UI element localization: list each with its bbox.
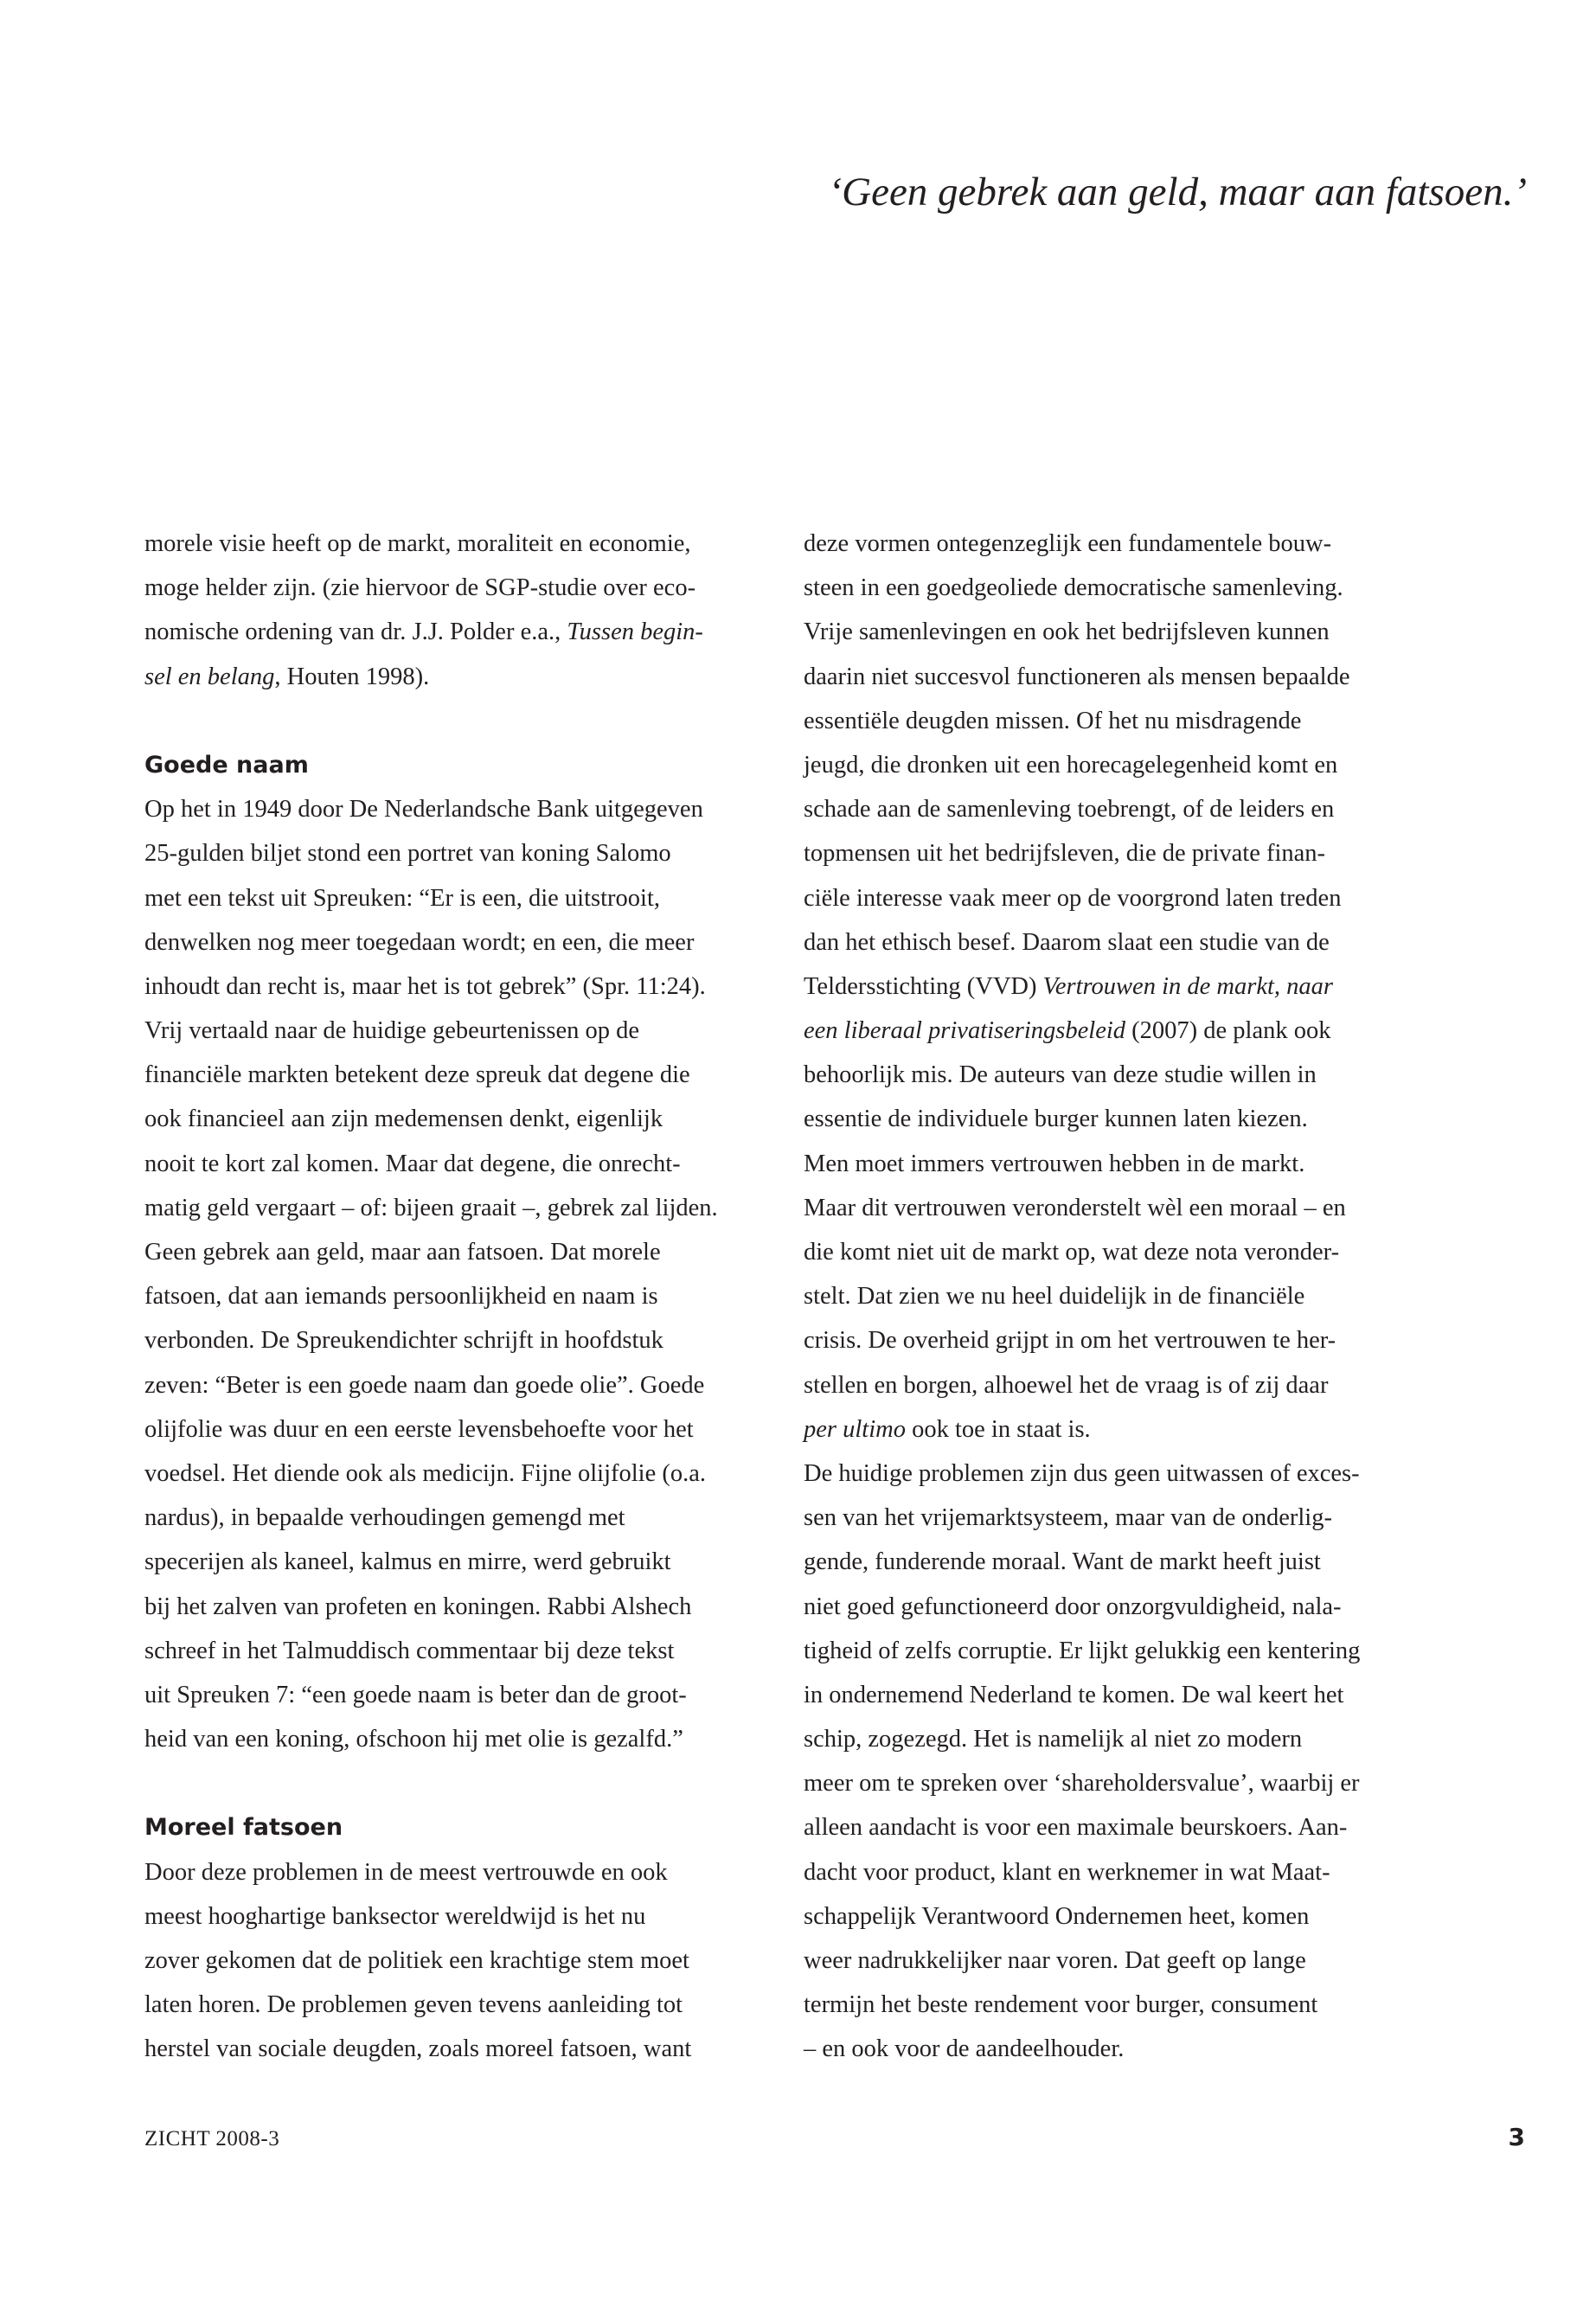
footer-publication: ZICHT 2008-3 <box>144 2127 280 2150</box>
text-segment: sen van het vrijemarktsysteem, maar van de onderlig- <box>804 1504 1332 1532</box>
section-heading: Moreel fatsoen <box>144 1814 343 1842</box>
text-line <box>144 2027 785 2071</box>
text-line <box>144 1009 785 1053</box>
text-segment: niet goed gefunctioneerd door onzorgvuldigheid, nala- <box>804 1593 1342 1620</box>
text-segment: schade aan de samenleving toebrengt, of de leiders en <box>804 796 1335 824</box>
text-segment: Maar dit vertrouwen veronderstelt wèl een moraal – en <box>804 1194 1346 1221</box>
text-line <box>804 655 1444 699</box>
text-line <box>804 1097 1444 1141</box>
text-line <box>804 1983 1444 2027</box>
text-line <box>804 1009 1444 1053</box>
pull-quote: ‘Geen gebrek aan geld, maar aan fatsoen.’ <box>828 170 1527 215</box>
text-line <box>804 1318 1444 1362</box>
text-line <box>144 1097 785 1141</box>
text-line <box>144 1983 785 2027</box>
text-segment: uit Spreuken 7: “een goede naam is beter dan de groot- <box>144 1681 687 1708</box>
text-line <box>804 965 1444 1009</box>
text-line <box>144 655 785 699</box>
text-line <box>144 1318 785 1362</box>
text-segment: Teldersstichting (VVD) <box>804 972 1043 1000</box>
text-line <box>804 2027 1444 2071</box>
text-segment: verbonden. De Spreukendichter schrijft in hoofdstuk <box>144 1327 663 1355</box>
italic-text: een liberaal privatiseringsbeleid <box>804 1017 1126 1045</box>
text-line <box>804 1230 1444 1274</box>
section-heading: Goede naam <box>144 751 309 779</box>
text-line <box>804 831 1444 875</box>
text-segment: De huidige problemen zijn dus geen uitwassen of exces- <box>804 1459 1360 1487</box>
paragraph-gap <box>144 699 785 743</box>
text-segment: jeugd, die dronken uit een horecagelegenheid komt en <box>804 751 1338 779</box>
text-segment: deze vormen ontegenzeglijk een fundamentele bouw- <box>804 530 1332 557</box>
text-line <box>144 920 785 965</box>
text-segment: behoorlijk mis. De auteurs van deze studie willen in <box>804 1061 1317 1089</box>
text-line <box>144 1894 785 1939</box>
text-segment: Door deze problemen in de meest vertrouwde en ook <box>144 1858 668 1886</box>
text-segment: olijfolie was duur en een eerste levensbehoefte voor het <box>144 1415 694 1443</box>
text-line <box>144 1407 785 1452</box>
left-text-column <box>144 522 785 2072</box>
text-segment: ciële interesse vaak meer op de voorgrond laten treden <box>804 884 1342 912</box>
text-segment: zeven: “Beter is een goede naam dan goede olie”. Goede <box>144 1371 705 1399</box>
text-segment: dan het ethisch besef. Daarom slaat een studie van de <box>804 928 1330 956</box>
text-segment: nardus), in bepaalde verhoudingen gemengd met <box>144 1504 625 1532</box>
text-line <box>804 522 1444 566</box>
text-segment: nooit te kort zal komen. Maar dat degene, die onrecht- <box>144 1150 681 1177</box>
text-line <box>144 1850 785 1894</box>
page-number: 3 <box>1508 2123 1525 2151</box>
text-segment: moge helder zijn. (zie hiervoor de SGP-studie over eco- <box>144 574 696 602</box>
text-segment: crisis. De overheid grijpt in om het vertrouwen te her- <box>804 1327 1336 1355</box>
text-line <box>144 1629 785 1673</box>
text-segment: alleen aandacht is voor een maximale beurskoers. Aan- <box>804 1814 1348 1842</box>
text-segment: Men moet immers vertrouwen hebben in de markt. <box>804 1150 1305 1177</box>
text-line <box>804 876 1444 920</box>
text-segment: dacht voor product, klant en werknemer in wat Maat- <box>804 1858 1330 1886</box>
text-segment: ook toe in staat is. <box>905 1415 1091 1443</box>
text-line <box>804 1850 1444 1894</box>
text-line <box>804 1629 1444 1673</box>
italic-text: Tussen begin- <box>567 619 703 646</box>
text-segment: morele visie heeft op de markt, moraliteit en economie, <box>144 530 691 557</box>
text-line <box>804 1452 1444 1496</box>
text-line <box>144 1496 785 1540</box>
text-segment: ook financieel aan zijn medemensen denkt, eigenlijk <box>144 1106 663 1133</box>
text-segment: in ondernemend Nederland te komen. De wal keert het <box>804 1681 1344 1708</box>
text-line <box>804 610 1444 654</box>
text-line <box>804 1142 1444 1186</box>
text-line <box>804 1939 1444 1983</box>
text-line <box>804 1805 1444 1849</box>
text-segment: daarin niet succesvol functioneren als mensen bepaalde <box>804 663 1350 690</box>
text-segment: stellen en borgen, alhoewel het de vraag is of zij daar <box>804 1371 1329 1399</box>
text-line <box>804 1274 1444 1318</box>
text-line <box>804 566 1444 610</box>
text-line <box>804 1585 1444 1629</box>
text-segment: weer nadrukkelijker naar voren. Dat geeft op lange <box>804 1947 1306 1974</box>
italic-text: per ultimo <box>804 1415 906 1443</box>
text-line <box>144 965 785 1009</box>
text-line <box>804 1053 1444 1097</box>
text-segment: heid van een koning, ofschoon hij met olie is gezalfd.” <box>144 1726 683 1753</box>
text-line <box>804 1496 1444 1540</box>
text-line <box>804 1186 1444 1230</box>
text-line <box>144 1053 785 1097</box>
text-line <box>804 1761 1444 1805</box>
text-line <box>144 831 785 875</box>
italic-text: sel en belang <box>144 663 275 690</box>
text-line <box>144 787 785 831</box>
text-segment: schreef in het Talmuddisch commentaar bij deze tekst <box>144 1637 675 1664</box>
text-line <box>144 610 785 654</box>
text-line <box>804 920 1444 965</box>
text-line <box>144 1274 785 1318</box>
text-line <box>144 522 785 566</box>
text-line <box>144 1673 785 1717</box>
text-line <box>804 1673 1444 1717</box>
text-line <box>804 1407 1444 1452</box>
text-segment: denwelken nog meer toegedaan wordt; en een, die meer <box>144 928 695 956</box>
text-line <box>804 699 1444 743</box>
text-segment: Vrij vertaald naar de huidige gebeurtenissen op de <box>144 1017 640 1045</box>
text-segment: essentie de individuele burger kunnen laten kiezen. <box>804 1106 1308 1133</box>
text-segment: Vrije samenlevingen en ook het bedrijfsleven kunnen <box>804 619 1330 646</box>
text-segment: bij het zalven van profeten en koningen. Rabbi Alshech <box>144 1593 692 1620</box>
text-segment: gende, funderende moraal. Want de markt heeft juist <box>804 1548 1321 1576</box>
text-line <box>144 1585 785 1629</box>
text-segment: laten horen. De problemen geven tevens aanleiding tot <box>144 1991 683 2019</box>
text-segment: inhoudt dan recht is, maar het is tot gebrek” (Spr. 11:24). <box>144 972 706 1000</box>
text-segment: schappelijk Verantwoord Ondernemen heet, komen <box>804 1902 1310 1930</box>
paragraph-gap <box>144 1761 785 1805</box>
text-segment: 25-gulden biljet stond een portret van koning Salomo <box>144 840 671 868</box>
italic-text: Vertrouwen in de markt, naar <box>1042 972 1333 1000</box>
text-segment: , Houten 1998). <box>274 663 430 690</box>
text-line <box>804 1717 1444 1761</box>
text-line <box>804 1540 1444 1584</box>
text-segment: termijn het beste rendement voor burger, consument <box>804 1991 1318 2019</box>
text-segment: schip, zogezegd. Het is namelijk al niet zo modern <box>804 1726 1303 1753</box>
text-segment: financiële markten betekent deze spreuk dat degene die <box>144 1061 690 1089</box>
text-line <box>144 1186 785 1230</box>
text-segment: zover gekomen dat de politiek een krachtige stem moet <box>144 1947 689 1974</box>
text-segment: voedsel. Het diende ook als medicijn. Fijne olijfolie (o.a. <box>144 1459 707 1487</box>
text-segment: nomische ordening van dr. J.J. Polder e.a., <box>144 619 567 646</box>
text-line <box>804 787 1444 831</box>
text-line <box>144 1142 785 1186</box>
text-segment: fatsoen, dat aan iemands persoonlijkheid en naam is <box>144 1283 658 1311</box>
text-segment: meest hooghartige banksector wereldwijd is het nu <box>144 1902 646 1930</box>
text-line <box>144 1717 785 1761</box>
text-line <box>804 1363 1444 1407</box>
text-segment: Geen gebrek aan geld, maar aan fatsoen. Dat morele <box>144 1239 661 1266</box>
right-text-column <box>804 522 1444 2072</box>
text-segment: meer om te spreken over ‘shareholdersvalue’, waarbij er <box>804 1770 1360 1798</box>
text-line <box>144 1939 785 1983</box>
text-segment: essentiële deugden missen. Of het nu misdragende <box>804 707 1302 734</box>
text-line <box>804 1894 1444 1939</box>
text-line <box>804 743 1444 787</box>
text-segment: tigheid of zelfs corruptie. Er lijkt gelukkig een kentering <box>804 1637 1361 1664</box>
text-segment: steen in een goedgeoliede democratische samenleving. <box>804 574 1343 602</box>
text-segment: stelt. Dat zien we nu heel duidelijk in de financiële <box>804 1283 1305 1311</box>
text-segment: topmensen uit het bedrijfsleven, die de private finan- <box>804 840 1326 868</box>
text-segment: herstel van sociale deugden, zoals moreel fatsoen, want <box>144 2035 692 2063</box>
text-segment: – en ook voor de aandeelhouder. <box>804 2035 1125 2063</box>
text-line <box>144 1540 785 1584</box>
text-segment: (2007) de plank ook <box>1125 1017 1331 1045</box>
text-line <box>144 1363 785 1407</box>
text-line <box>144 566 785 610</box>
text-segment: specerijen als kaneel, kalmus en mirre, werd gebruikt <box>144 1548 671 1576</box>
text-line <box>144 1452 785 1496</box>
text-segment: Op het in 1949 door De Nederlandsche Bank uitgegeven <box>144 796 703 824</box>
text-segment: die komt niet uit de markt op, wat deze nota veronder- <box>804 1239 1340 1266</box>
text-segment: matig geld vergaart – of: bijeen graait –, gebrek zal lijden. <box>144 1194 718 1221</box>
text-segment: met een tekst uit Spreuken: “Er is een, die uitstrooit, <box>144 884 660 912</box>
text-line <box>144 876 785 920</box>
text-line <box>144 1230 785 1274</box>
